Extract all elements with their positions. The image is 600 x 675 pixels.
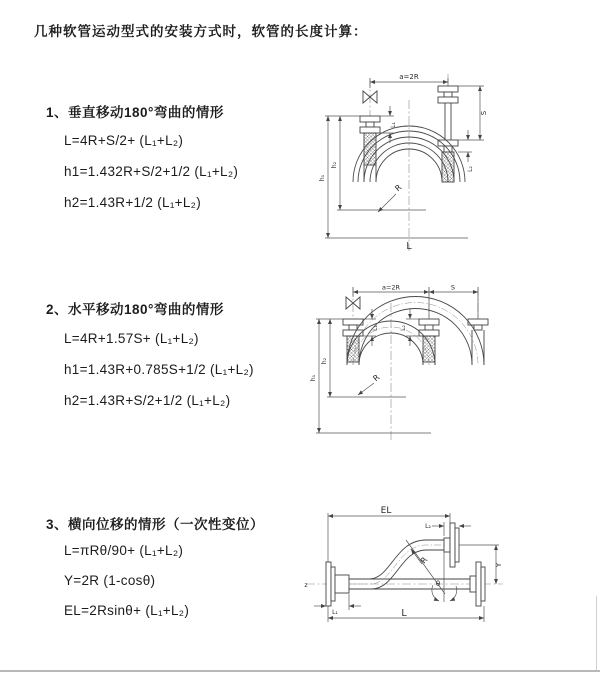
dim-label-r: R — [371, 372, 382, 384]
hose-arcs — [347, 297, 484, 366]
right-hose-end — [438, 86, 458, 182]
diagram-vertical-180-bend — [308, 70, 593, 265]
section-1-formula-L: L=4R+S/2+ (L₁+L₂) — [64, 133, 184, 148]
dim-label-h1: h₁ — [319, 174, 326, 182]
dimension-el — [328, 513, 450, 562]
diagram-horizontal-180-bend — [306, 283, 598, 455]
section-1-formula-h1: h1=1.432R+S/2+1/2 (L₁+L₂) — [64, 164, 239, 179]
dim-label-a2r: a=2R — [381, 283, 401, 292]
section-1-heading: 1、垂直移动180°弯曲的情形 — [46, 105, 224, 120]
section-2-formula-h1: h1=1.43R+0.785S+1/2 (L₁+L₂) — [64, 362, 254, 377]
dim-label-l2: L₂ — [425, 523, 431, 530]
original-position-pipe — [349, 562, 485, 606]
section-2-formula-h2: h2=1.43R+S/2+1/2 (L₁+L₂) — [64, 393, 231, 408]
page-title: 几种软管运动型式的安装方式时，软管的长度计算： — [34, 24, 368, 39]
dim-label-l2: L₂ — [400, 325, 407, 331]
section-1-formula-h2: h2=1.43R+1/2 (L₁+L₂) — [64, 195, 202, 210]
dim-label-l1: L₁ — [372, 325, 379, 331]
dim-label-l2: L₂ — [467, 166, 474, 172]
dim-label-a2r: a=2R — [399, 73, 419, 81]
dim-label-l: L — [406, 241, 412, 252]
page-right-edge — [596, 596, 597, 670]
section-3-formula-Y: Y=2R (1-cosθ) — [64, 573, 156, 588]
r-leader-line — [378, 194, 396, 212]
section-2-heading: 2、水平移动180°弯曲的情形 — [46, 302, 224, 317]
dim-label-h2: h₂ — [321, 357, 328, 365]
dim-label-y: Y — [495, 562, 503, 568]
dim-label-r: R — [393, 182, 404, 194]
section-3-heading: 3、横向位移的情形（一次性变位） — [46, 517, 265, 532]
right-hose-end — [468, 319, 488, 365]
section-3-formula-EL: EL=2Rsinθ+ (L₁+L₂) — [64, 603, 190, 618]
dim-label-l1: L₁ — [390, 122, 397, 128]
diagram-lateral-displacement — [298, 500, 598, 640]
dim-label-theta: θ — [435, 580, 441, 588]
dim-label-l: L — [401, 608, 407, 619]
dim-label-h2: h₂ — [331, 161, 338, 169]
centerline-mark: z — [304, 582, 308, 589]
dimension-l1 — [314, 594, 361, 610]
dimension-l2 — [458, 130, 472, 162]
dim-label-el: EL — [380, 506, 392, 516]
dimension-h2 — [327, 319, 406, 397]
dim-label-l1: L₁ — [332, 609, 338, 616]
dim-label-s: S — [450, 283, 456, 292]
r-leader-line — [358, 383, 374, 395]
dim-label-r: R — [418, 555, 430, 566]
left-flange-end — [326, 562, 349, 606]
dim-label-h1: h₁ — [310, 374, 317, 382]
dimension-s — [429, 287, 478, 319]
page-bottom-edge — [0, 670, 600, 672]
dim-label-s: S — [480, 110, 488, 116]
centerlines — [370, 74, 448, 251]
section-3-formula-L: L=πRθ/90+ (L₁+L₂) — [64, 543, 184, 558]
section-2-formula-L: L=4R+1.57S+ (L₁+L₂) — [64, 331, 199, 346]
